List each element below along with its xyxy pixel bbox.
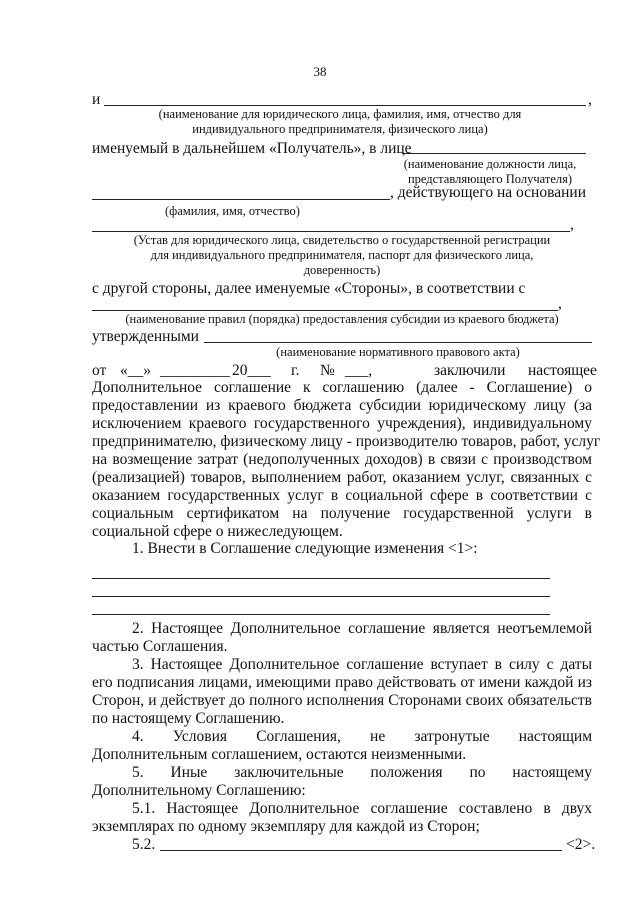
- note-entity-line-2: индивидуального предпринимателя, физического лица): [192, 122, 488, 136]
- paragraph-line: оказанием государственных услуг в социальной сфере в соответствии с: [92, 487, 592, 504]
- item-3-line-2: его подписания лицами, имеющими право действовать от имени каждой из: [92, 674, 592, 691]
- paragraph-line: Дополнительное соглашение к соглашению (далее - Соглашение) о: [92, 379, 592, 396]
- other-party-text: с другой стороны, далее именуемые «Стороны», в соответствии с: [92, 280, 526, 297]
- paragraph-line: на возмещение затрат (недополученных доходов) в связи с производством: [92, 451, 592, 468]
- paragraph-last-line: социальной сфере о нижеследующем.: [92, 523, 343, 540]
- note-rules: (наименование правил (порядка) предоставления субсидии из краевого бюджета): [125, 312, 559, 326]
- note-position-line-1: (наименование должности лица,: [403, 157, 577, 171]
- item-5-2-label: 5.2.: [132, 836, 156, 853]
- page-number: 38: [313, 64, 327, 79]
- date-line-year: 20___: [232, 362, 271, 379]
- item-5-2-ref: <2>.: [566, 836, 596, 853]
- note-entity-line-1: (наименование для юридического лица, фамилия, имя, отчество для: [158, 107, 522, 121]
- approved-text: утвержденными: [92, 328, 199, 345]
- fio-blank: [92, 199, 390, 200]
- basis-blank: [92, 231, 570, 232]
- acting-basis-text: , действующего на основании: [390, 184, 586, 201]
- note-charter-line-2: для индивидуального предпринимателя, паспорт для физического лица,: [150, 248, 534, 262]
- item-1: 1. Внести в Соглашение следующие изменения <1>:: [132, 540, 478, 557]
- changes-blank-3: [92, 614, 550, 615]
- paragraph-line: исключением краевого государственного учреждения), индивидуальному: [92, 415, 592, 432]
- item-3-line-4: по настоящему Соглашению.: [92, 710, 285, 727]
- comma: ,: [588, 91, 592, 108]
- date-line-day: «__»: [120, 362, 151, 379]
- item-2-line-1: 2. Настоящее Дополнительное соглашение является неотъемлемой: [132, 620, 592, 637]
- item-5-line-1: 5. Иные заключительные положения по настоящему: [132, 764, 592, 781]
- changes-blank-1: [92, 578, 550, 579]
- date-line-number: ___,: [345, 362, 373, 379]
- item-3-line-3: Сторон, и действует до полного исполнения Сторонами своих обязательств: [92, 692, 592, 709]
- entity-name-blank: [104, 105, 586, 106]
- item-5-line-2: Дополнительному Соглашению:: [92, 782, 306, 799]
- note-act: (наименование нормативного правового акта): [276, 345, 520, 359]
- note-charter-line-1: (Устав для юридического лица, свидетельство о государственной регистрации: [133, 233, 551, 247]
- note-fio: (фамилия, имя, отчество): [165, 204, 300, 218]
- date-line-concluded: заключили: [434, 362, 506, 379]
- note-position-line-2: представляющего Получателя): [407, 172, 573, 186]
- and-prefix: и: [92, 91, 101, 108]
- date-line-this: настоящее: [528, 362, 597, 379]
- item-4-line-2: Дополнительным соглашением, остаются неизменными.: [92, 746, 467, 763]
- named-recipient-text: именуемый в дальнейшем «Получатель», в лице: [92, 140, 412, 157]
- date-line-g: г.: [291, 362, 300, 379]
- paragraph-line: (реализацией) товаров, выполнением работ, оказанием услуг, связанных с: [92, 469, 592, 486]
- changes-blank-2: [92, 596, 550, 597]
- item-2-line-2: частью Соглашения.: [92, 638, 228, 655]
- date-line-from: от: [92, 362, 107, 379]
- paragraph-line: предпринимателю, физическому лицу - производителю товаров, работ, услуг: [92, 433, 601, 450]
- item-5-1-line-2: экземплярах по одному экземпляру для каждой из Сторон;: [92, 818, 480, 835]
- paragraph-line: предоставлении из краевого бюджета субсидии юридическому лицу (за: [92, 397, 592, 414]
- act-blank: [204, 342, 592, 343]
- item-5-2-blank: [160, 850, 562, 851]
- item-3-line-1: 3. Настоящее Дополнительное соглашение вступает в силу с даты: [132, 656, 592, 673]
- note-charter-line-3: доверенность): [303, 263, 381, 277]
- paragraph-line: социальным сертификатом на получение государственной услуги в: [92, 505, 592, 522]
- representative-blank: [402, 153, 586, 154]
- date-line-no: №: [320, 362, 335, 379]
- rules-blank: [92, 310, 558, 311]
- item-4-line-1: 4. Условия Соглашения, не затронутые настоящим: [132, 728, 592, 745]
- date-line-month: _________: [160, 362, 230, 379]
- item-5-1-line-1: 5.1. Настоящее Дополнительное соглашение составлено в двух: [132, 800, 592, 817]
- comma: ,: [558, 295, 562, 312]
- comma: ,: [570, 216, 574, 233]
